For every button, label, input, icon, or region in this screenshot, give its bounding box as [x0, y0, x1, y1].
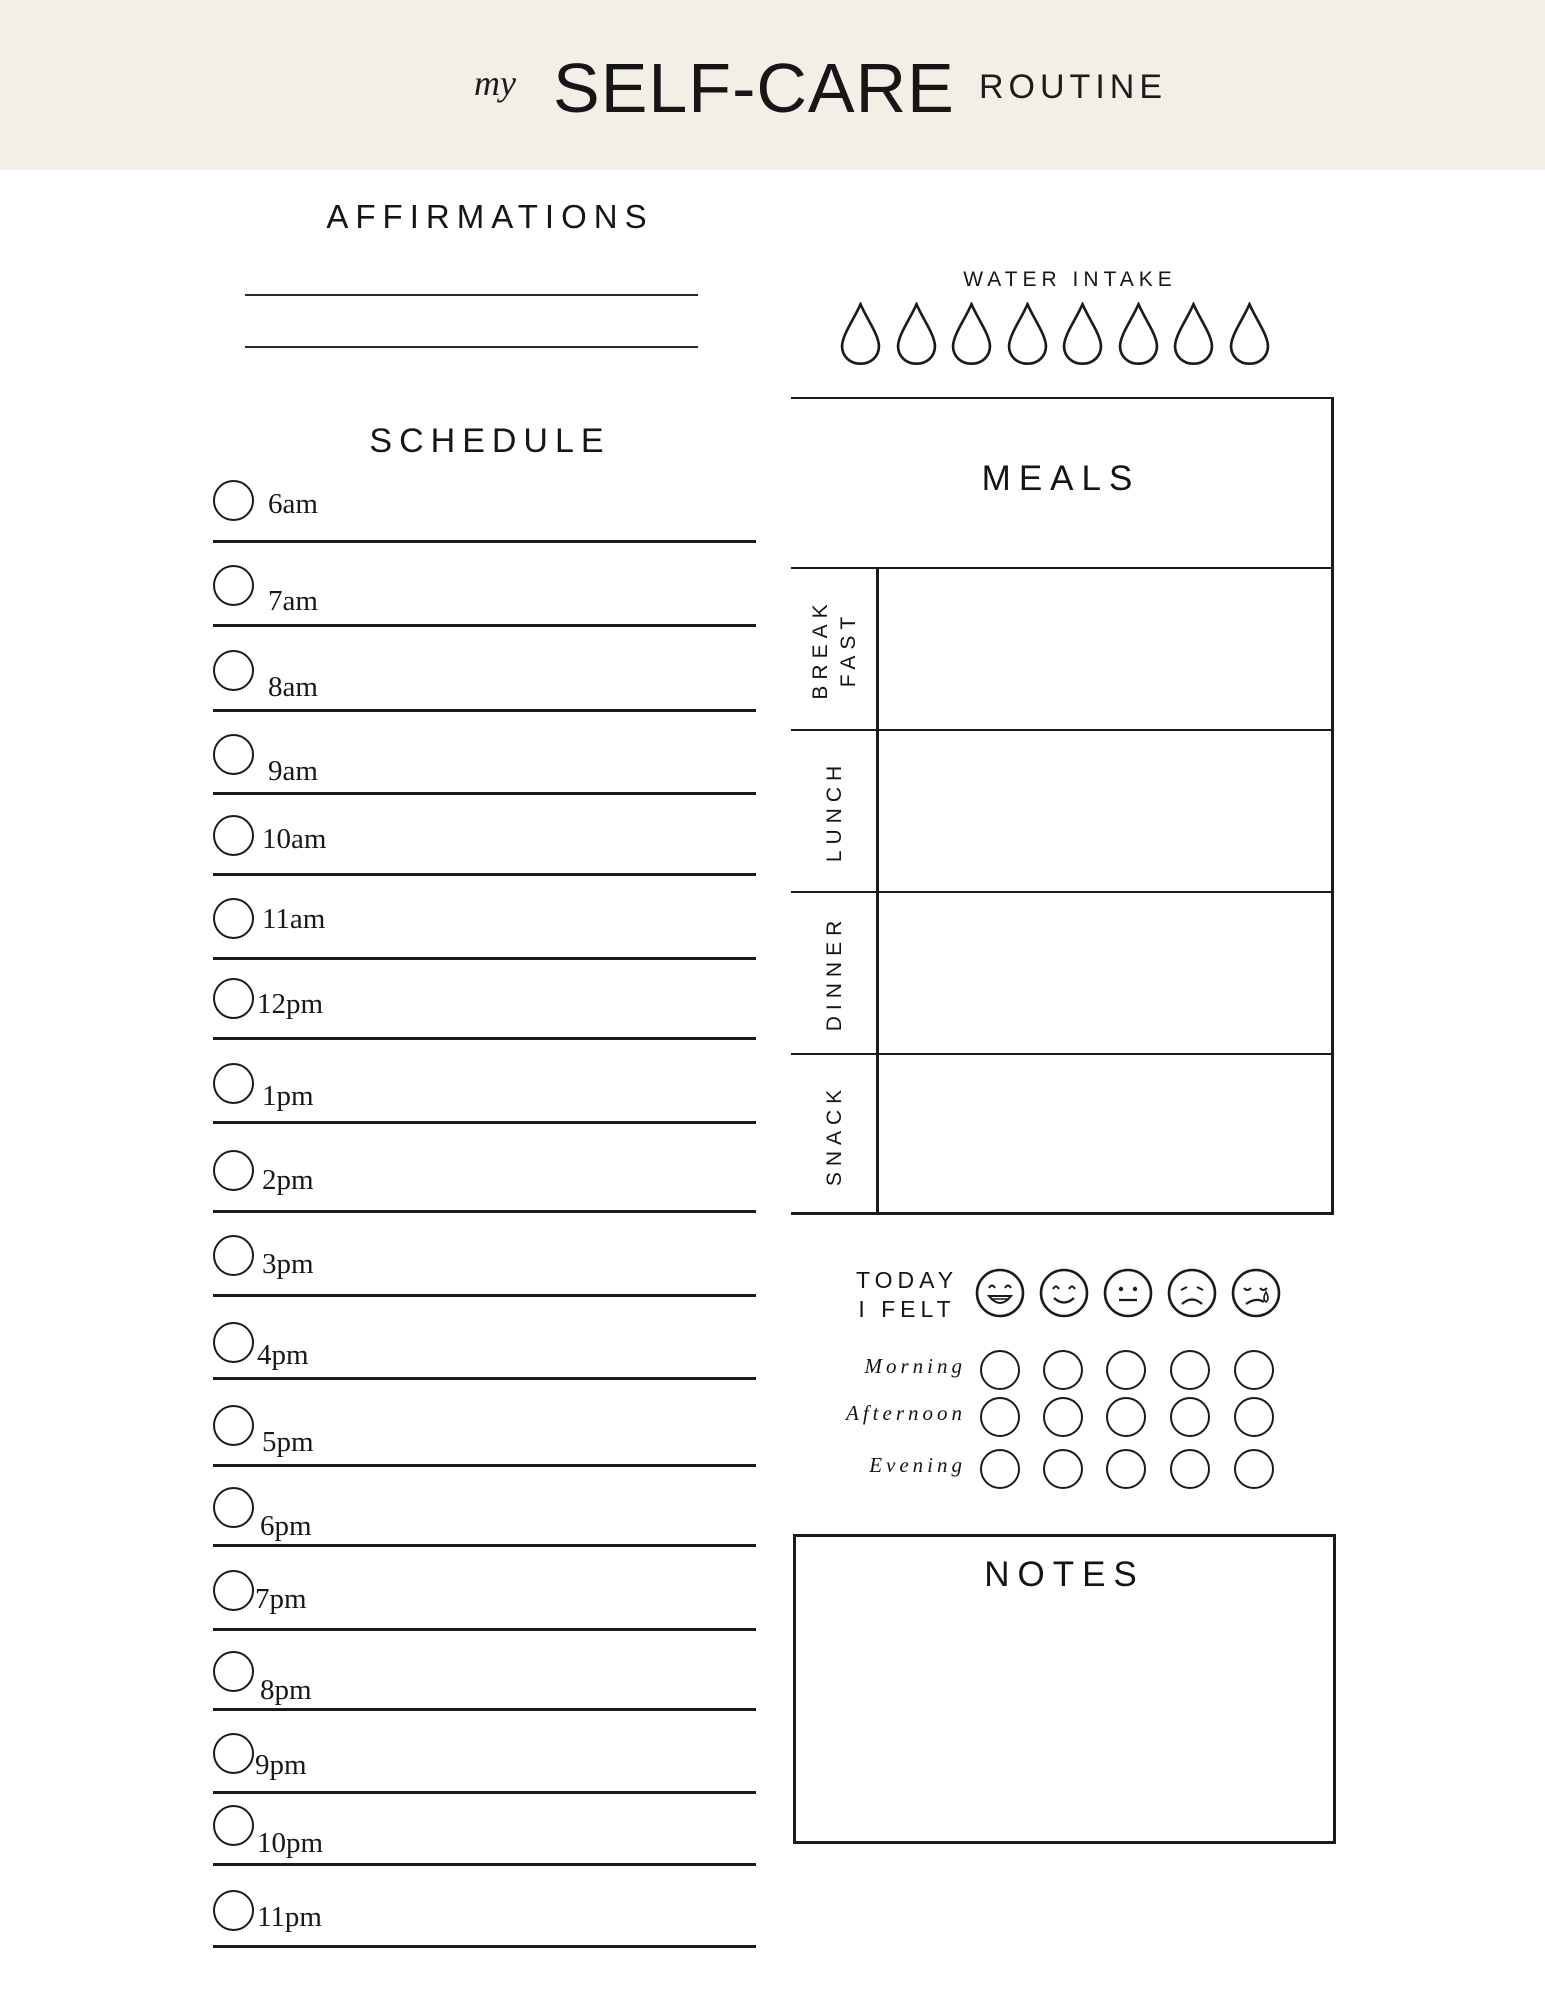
mood-checkbox[interactable]	[1106, 1397, 1146, 1437]
page-title: SELF-CARE	[553, 49, 955, 127]
laughing-face-icon	[975, 1268, 1025, 1318]
meal-label: SNACK	[823, 1083, 846, 1187]
meal-label: BREAKFAST	[809, 598, 860, 700]
schedule-checkbox[interactable]	[213, 1733, 254, 1774]
mood-checkbox[interactable]	[1234, 1449, 1274, 1489]
mood-checkbox[interactable]	[1170, 1350, 1210, 1390]
schedule-time-label: 10pm	[257, 1827, 324, 1859]
affirmations-heading: AFFIRMATIONS	[326, 198, 654, 235]
title-prefix: my	[474, 63, 516, 103]
meals-table	[791, 397, 1334, 1215]
schedule-checkbox[interactable]	[213, 734, 254, 775]
meal-label: DINNER	[823, 914, 846, 1032]
schedule-time-label: 5pm	[262, 1426, 314, 1458]
schedule-entry-line[interactable]	[213, 873, 756, 876]
schedule-checkbox[interactable]	[213, 1063, 254, 1104]
schedule-checkbox[interactable]	[213, 815, 254, 856]
mood-checkbox[interactable]	[1106, 1350, 1146, 1390]
title-suffix: ROUTINE	[979, 68, 1167, 106]
schedule-entry-line[interactable]	[213, 1464, 756, 1467]
water-drop-icon[interactable]	[896, 302, 937, 366]
mood-heading-line2: I FELT	[858, 1296, 956, 1322]
meals-heading: MEALS	[981, 459, 1141, 498]
mood-checkbox[interactable]	[1106, 1449, 1146, 1489]
schedule-entry-line[interactable]	[213, 1791, 756, 1794]
mood-checkbox[interactable]	[1043, 1397, 1083, 1437]
schedule-time-label: 7pm	[255, 1583, 307, 1615]
schedule-entry-line[interactable]	[213, 1210, 756, 1213]
mood-row	[800, 1350, 1280, 1390]
schedule-entry-line[interactable]	[213, 1037, 756, 1040]
schedule-time-label: 10am	[262, 823, 327, 855]
schedule-time-label: 2pm	[262, 1164, 314, 1196]
meal-row	[791, 729, 1331, 891]
schedule-entry-line[interactable]	[213, 957, 756, 960]
meal-row	[791, 891, 1331, 1053]
mood-row	[800, 1449, 1280, 1489]
meal-entry-area[interactable]	[882, 731, 1331, 891]
header-banner	[0, 0, 1545, 170]
schedule-time-label: 1pm	[262, 1080, 314, 1112]
schedule-checkbox[interactable]	[213, 1805, 254, 1846]
schedule-checkbox[interactable]	[213, 565, 254, 606]
meal-label-cell	[791, 893, 879, 1053]
water-drop-icon[interactable]	[1229, 302, 1270, 366]
schedule-entry-line[interactable]	[213, 540, 756, 543]
mood-checkbox[interactable]	[980, 1397, 1020, 1437]
mood-period-label: Afternoon	[846, 1401, 966, 1425]
meal-row	[791, 1053, 1331, 1215]
water-drop-icon[interactable]	[840, 302, 881, 366]
mood-row	[800, 1397, 1280, 1437]
schedule-entry-line[interactable]	[213, 1945, 756, 1948]
schedule-checkbox[interactable]	[213, 480, 254, 521]
schedule-checkbox[interactable]	[213, 1322, 254, 1363]
mood-checkbox[interactable]	[1170, 1397, 1210, 1437]
mood-checkbox[interactable]	[980, 1350, 1020, 1390]
schedule-checkbox[interactable]	[213, 1235, 254, 1276]
mood-checkbox[interactable]	[1043, 1449, 1083, 1489]
schedule-heading: SCHEDULE	[369, 422, 611, 460]
schedule-entry-line[interactable]	[213, 624, 756, 627]
mood-checkbox[interactable]	[1170, 1449, 1210, 1489]
meal-entry-area[interactable]	[882, 893, 1331, 1053]
water-drop-icon[interactable]	[1062, 302, 1103, 366]
water-intake-heading: WATER INTAKE	[963, 268, 1177, 291]
notes-heading: NOTES	[984, 1555, 1145, 1594]
affirmation-line[interactable]	[245, 294, 698, 296]
schedule-entry-line[interactable]	[213, 1544, 756, 1547]
schedule-checkbox[interactable]	[213, 1487, 254, 1528]
frowning-face-icon	[1167, 1268, 1217, 1318]
schedule-entry-line[interactable]	[213, 1708, 756, 1711]
mood-checkbox[interactable]	[1043, 1350, 1083, 1390]
meal-entry-area[interactable]	[882, 1055, 1331, 1215]
schedule-time-label: 9am	[268, 755, 318, 787]
schedule-time-label: 7am	[268, 585, 318, 617]
schedule-entry-line[interactable]	[213, 1863, 756, 1866]
schedule-time-label: 6pm	[260, 1510, 312, 1542]
schedule-time-label: 11pm	[257, 1901, 322, 1933]
schedule-checkbox[interactable]	[213, 898, 254, 939]
schedule-time-label: 6am	[268, 488, 318, 520]
schedule-checkbox[interactable]	[213, 650, 254, 691]
schedule-checkbox[interactable]	[213, 978, 254, 1019]
schedule-entry-line[interactable]	[213, 1121, 756, 1124]
notes-box[interactable]	[793, 1534, 1336, 1844]
schedule-entry-line[interactable]	[213, 792, 756, 795]
schedule-time-label: 12pm	[257, 988, 324, 1020]
schedule-checkbox[interactable]	[213, 1405, 254, 1446]
affirmation-line[interactable]	[245, 346, 698, 348]
schedule-time-label: 11am	[262, 903, 326, 935]
mood-checkbox[interactable]	[980, 1449, 1020, 1489]
schedule-checkbox[interactable]	[213, 1150, 254, 1191]
schedule-checkbox[interactable]	[213, 1890, 254, 1931]
mood-checkbox[interactable]	[1234, 1350, 1274, 1390]
schedule-time-label: 3pm	[262, 1248, 314, 1280]
meal-label-cell	[791, 731, 879, 891]
crying-face-icon	[1231, 1268, 1281, 1318]
smiling-face-icon	[1039, 1268, 1089, 1318]
schedule-checkbox[interactable]	[213, 1651, 254, 1692]
mood-checkbox[interactable]	[1234, 1397, 1274, 1437]
mood-faces	[975, 1268, 1281, 1318]
mood-period-label: Evening	[869, 1453, 966, 1477]
meal-label: LUNCH	[823, 759, 846, 863]
schedule-time-label: 9pm	[255, 1749, 307, 1781]
schedule-time-label: 8pm	[260, 1674, 312, 1706]
water-drop-icon[interactable]	[1007, 302, 1048, 366]
water-drop-icon[interactable]	[1118, 302, 1159, 366]
meal-entry-area[interactable]	[882, 569, 1331, 729]
schedule-checkbox[interactable]	[213, 1570, 254, 1611]
water-drops	[840, 302, 1270, 366]
mood-heading	[852, 1266, 962, 1324]
mood-heading-line1: TODAY	[855, 1267, 959, 1293]
schedule-time-label: 8am	[268, 671, 318, 703]
schedule-entry-line[interactable]	[213, 709, 756, 712]
schedule-entry-line[interactable]	[213, 1628, 756, 1631]
neutral-face-icon	[1103, 1268, 1153, 1318]
schedule-entry-line[interactable]	[213, 1294, 756, 1297]
schedule-time-label: 4pm	[257, 1339, 309, 1371]
meal-label-cell	[791, 569, 879, 729]
meal-row	[791, 567, 1331, 729]
water-drop-icon[interactable]	[951, 302, 992, 366]
water-drop-icon[interactable]	[1173, 302, 1214, 366]
schedule-entry-line[interactable]	[213, 1377, 756, 1380]
meal-label-cell	[791, 1055, 879, 1215]
mood-period-label: Morning	[864, 1354, 966, 1378]
